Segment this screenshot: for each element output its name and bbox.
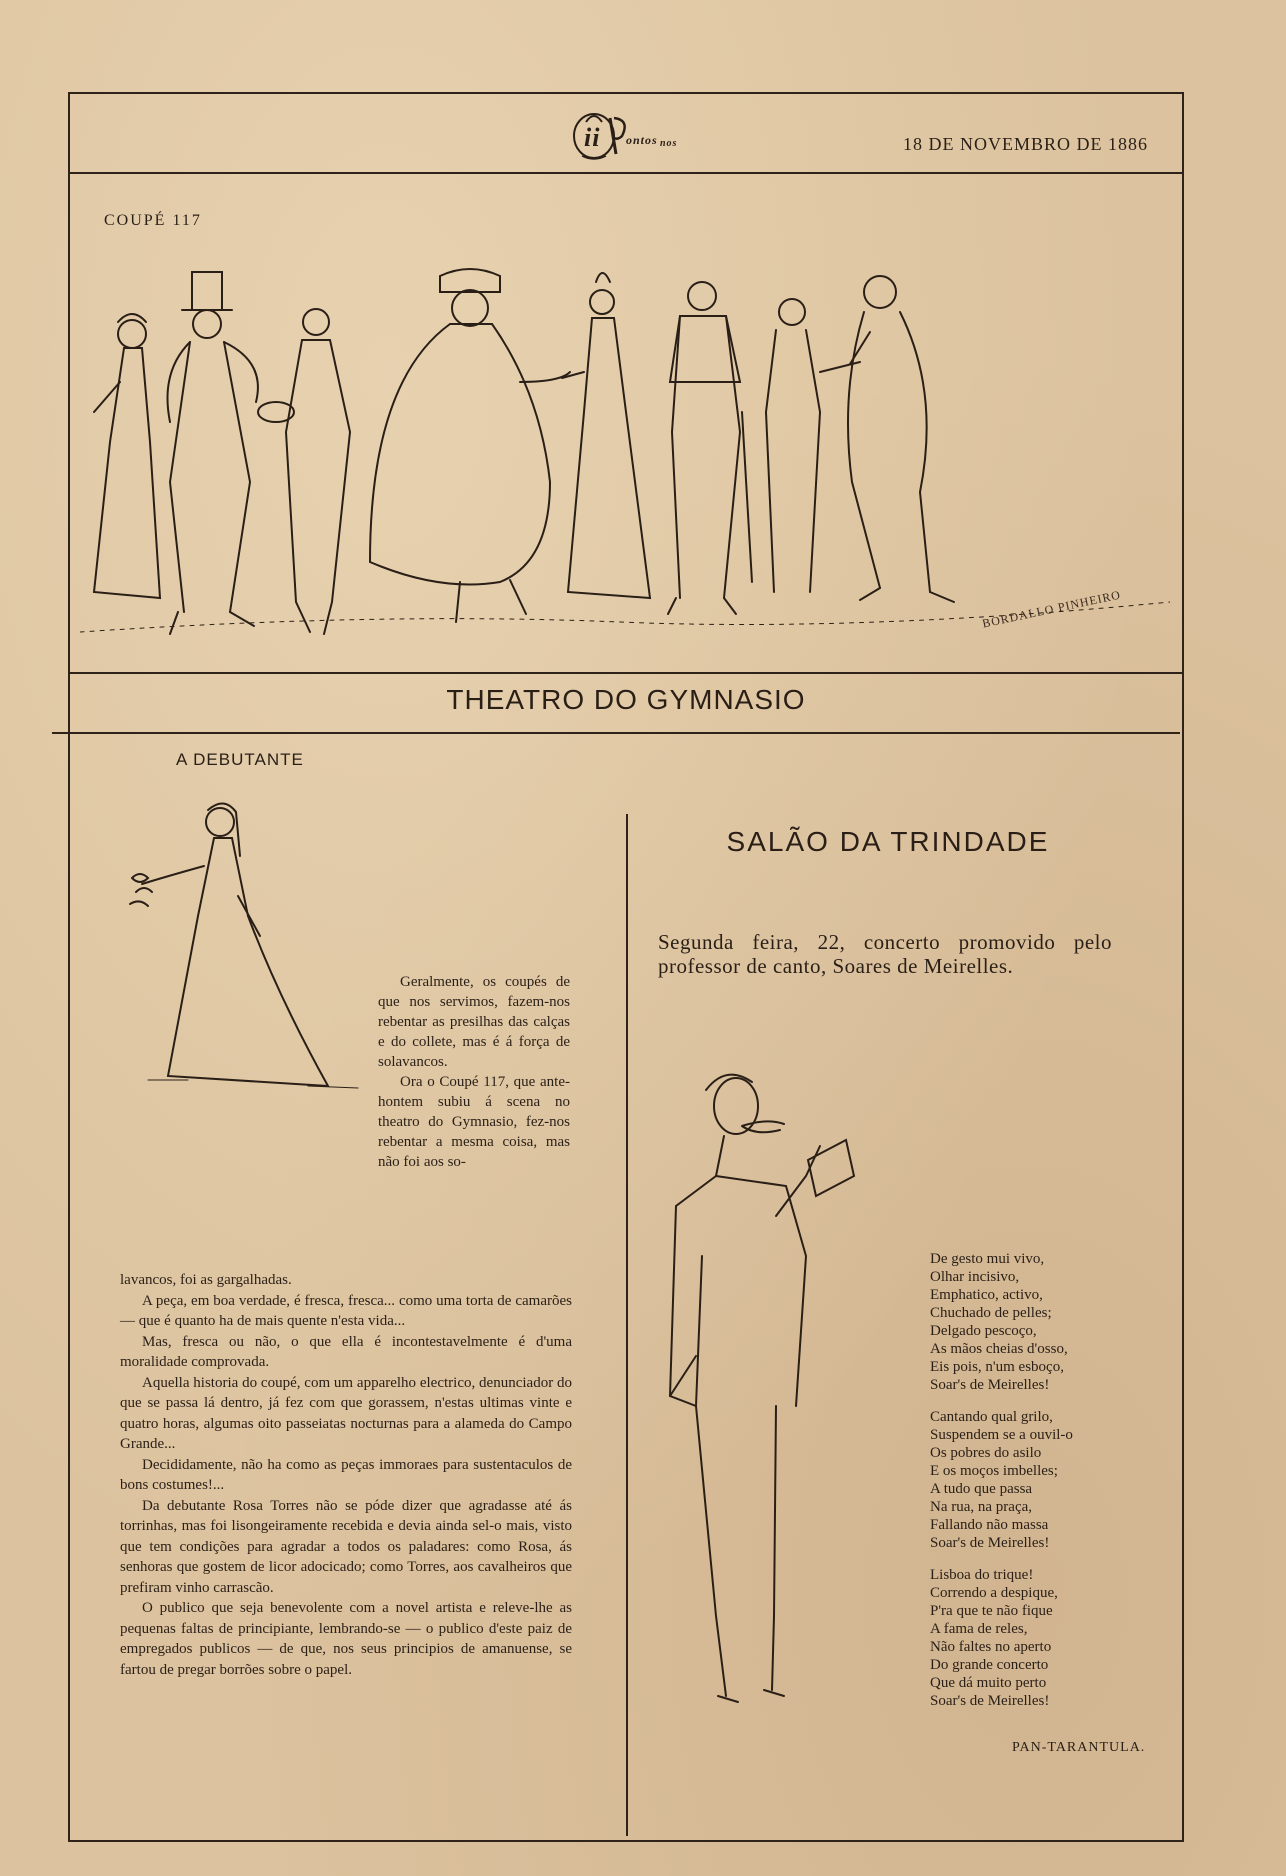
svg-text:ii: ii: [584, 123, 601, 152]
svg-text:nos: nos: [660, 138, 678, 149]
meirelles-illustration: [656, 1056, 906, 1716]
issue-date: 18 DE NOVEMBRO DE 1886: [903, 134, 1148, 154]
debutante-heading: A DEBUTANTE: [176, 750, 304, 769]
masthead-logo: [568, 106, 688, 170]
poem-stanza: [930, 1566, 1170, 1710]
debutante-illustration: [128, 796, 378, 1096]
poem-line: Soar's de Meirelles!: [930, 1693, 1050, 1709]
poem-line: E os moços imbelles;: [930, 1463, 1058, 1479]
poem-line: Chuchado de pelles;: [930, 1305, 1052, 1321]
poem-line: Emphatico, activo,: [930, 1287, 1043, 1303]
poem-line: A tudo que passa: [930, 1481, 1033, 1497]
masthead-logo-art: [568, 106, 688, 164]
poem-line: Eis pois, n'um esboço,: [930, 1359, 1064, 1375]
poem-line: Na rua, na praça,: [930, 1499, 1033, 1515]
poem-line: Soar's de Meirelles!: [930, 1535, 1050, 1551]
paragraph: A peça, em boa verdade, é fresca, fresca... como uma torta de camarões — que é quanto ha de mais quente n'esta vida...: [120, 1292, 572, 1329]
artist-signature: BORDALLO PINHEIRO: [980, 587, 1122, 631]
poem-line: As mãos cheias d'osso,: [930, 1341, 1068, 1357]
column-divider: [626, 814, 628, 1836]
paragraph: O publico que seja benevolente com a novel artista e releve-lhe as pequenas faltas de principiante, lembrando-se — o publico d'este paiz de empregados publicos — de que, nos seus principios de amanuense, se fartou de pregar borrões sobre o papel.: [120, 1600, 572, 1678]
poem-line: Correndo a despique,: [930, 1585, 1058, 1601]
coupe-label: COUPÉ 117: [104, 212, 202, 229]
poem-author: PAN-TARANTULA.: [1012, 1740, 1146, 1755]
poem-line: Fallando não massa: [930, 1517, 1049, 1533]
poem-line: Soar's de Meirelles!: [930, 1377, 1050, 1393]
poem-line: Olhar incisivo,: [930, 1269, 1020, 1285]
poem-line: Delgado pescoço,: [930, 1323, 1037, 1339]
poem-line: De gesto mui vivo,: [930, 1251, 1045, 1267]
poem-line: Suspendem se a ouvil-o: [930, 1427, 1073, 1443]
salao-intro: Segunda feira, 22, concerto promovido pelo professor de canto, Soares de Meirelles.: [658, 930, 1112, 978]
poem-line: Os pobres do asilo: [930, 1445, 1042, 1461]
poem-line: Cantando qual grilo,: [930, 1409, 1053, 1425]
paragraph: Geralmente, os coupés de que nos servimos, fazem-nos rebentar as presilhas das calças e do collete, mas é á força de solavancos.: [378, 974, 570, 1070]
paragraph: Mas, fresca ou não, o que ella é incontestavelmente é d'uma moralidade comprovada.: [120, 1333, 572, 1370]
theatre-text-wide: [120, 1270, 572, 1680]
salao-poem: [930, 1250, 1170, 1724]
theatre-title: THEATRO DO GYMNASIO: [446, 684, 806, 715]
poem-line: A fama de reles,: [930, 1621, 1028, 1637]
coupe-cast-illustration: [80, 262, 1170, 662]
theatre-text-narrow: [378, 972, 570, 1172]
paragraph: Decididamente, não ha como as peças immoraes para sustentaculos de bons costumes!...: [120, 1456, 572, 1493]
salao-title: SALÃO DA TRINDADE: [726, 826, 1050, 857]
poem-line: Não faltes no aperto: [930, 1639, 1052, 1655]
page-header: [70, 94, 1182, 174]
poem-line: Lisboa do trique!: [930, 1567, 1034, 1583]
paragraph: Ora o Coupé 117, que ante-hontem subiu á scena no theatro do Gymnasio, fez-nos rebentar a mesma coisa, mas não foi aos so-: [378, 1074, 570, 1170]
poem-line: Que dá muito perto: [930, 1675, 1047, 1691]
poem-stanza: [930, 1250, 1170, 1394]
section-rule: [52, 732, 1180, 734]
coupe-cartoon-section: [70, 174, 1182, 674]
paragraph: Aquella historia do coupé, com um apparelho electrico, denunciador do que se passa lá dentro, já fez com que gorassem, n'estas ultimas vinte e quatro horas, algumas oito passeiatas nocturnas para a alameda do Campo Grande...: [120, 1374, 572, 1452]
poem-line: Do grande concerto: [930, 1657, 1049, 1673]
poem-stanza: [930, 1408, 1170, 1552]
svg-text:ontos: ontos: [626, 133, 658, 147]
paragraph: lavancos, foi as gargalhadas.: [120, 1272, 292, 1288]
paragraph: Da debutante Rosa Torres não se póde dizer que agradasse até ás torrinhas, mas foi lisongeiramente recebida e devia ainda sel-o mais, visto que tem condições para agradar a todos os paladares: como Rosa, ás senhoras que gostem de licor adocicado; como Torres, aos cavalheiros que prefiram vinho carrascão.: [120, 1497, 572, 1596]
poem-line: P'ra que te não fique: [930, 1603, 1053, 1619]
